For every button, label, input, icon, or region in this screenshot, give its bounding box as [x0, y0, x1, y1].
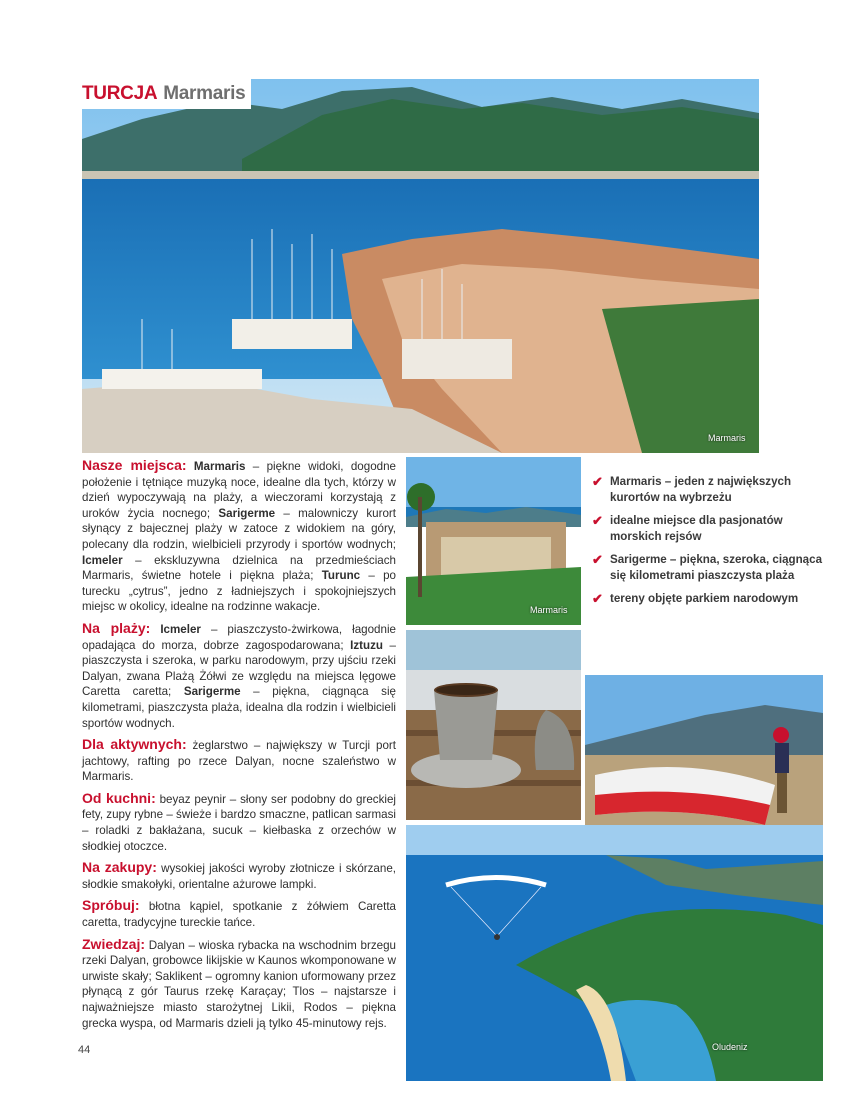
highlight-text: idealne miejsce dla pasjonatów morskich rejsów	[610, 514, 783, 543]
highlight-item	[592, 513, 832, 545]
highlights-list	[592, 474, 832, 614]
beach-iztuzu-text: – piaszczysta i szeroka, w parku narodowym, przy ujściu rzeki Dalyan, zwana Plażą Żółwi ze względu na miejsca lęgowe Caretta caretta;	[82, 638, 396, 699]
marmaris-harbour-photo	[82, 79, 759, 453]
page-title	[78, 79, 251, 109]
highlight-text: Marmaris – jeden z największych kurortów na wybrzeżu	[610, 475, 792, 504]
beach-sarigerme: Sarigerme	[183, 685, 241, 699]
section-beaches: Na plaży: Icmeler – piaszczysto-żwirkowa, łagodnie opadająca do morza, dobrze zagospodarowana; Iztuzu – piaszczysta i szeroka, w parku narodowym, przy ujściu rzeki Dalyan, zwana Plażą Żółwi ze względu na miejsca lęgowe Caretta caretta; Sarigerme – piękna, ciągnąca się kilometrami, piaszczysta plaża, idealna dla rodzin i wielbicieli sportów wodnych.	[82, 619, 396, 730]
page-number: 44	[78, 1044, 91, 1056]
section-try	[82, 898, 396, 930]
section-kitchen	[82, 791, 396, 854]
main-photo-caption: Marmaris	[708, 433, 746, 443]
checkmark-icon: ✔	[592, 552, 603, 567]
article-text	[82, 458, 396, 1037]
checkmark-icon: ✔	[592, 513, 603, 528]
place-icmeler-text: – ekskluzywna dzielnica na przedmieściach Marmaris, świetne hotele i piękna plaża;	[82, 553, 396, 583]
section-beaches-heading: Na plaży	[82, 619, 146, 636]
highlight-item	[592, 591, 832, 607]
section-places: Nasze miejsca: Marmaris – piękne widoki, dogodne położenie i tętniące muzyką noce, idealne dla tych, którzy w dzień wypoczywają na plaży, a wieczorami korzystają z uroków życia nocnego; Sarigerme – malowniczy kurort słynący z bajecznej plaży w zatoce z widokiem na góry, polecany dla rodzin, wielbicieli przyrody i sportów wodnych; Icmeler – ekskluzywna dzielnica na przedmieściach Marmaris, świetne hotele i piękna plaża; Turunc – po turecku „cytrus”, jedno z ładniejszych i spokojniejszych miejsc w okolicy, idealne na rodzinne wakacje.	[82, 457, 396, 614]
section-visit-heading: Zwiedzaj:	[82, 935, 146, 952]
section-kitchen-text: beyaz peynir – słony ser podobny do greckiej fety, zupy rybne – świeże i bardzo smaczne, patlican sarmasi – roladki z bakłażana, sucuk – kiełbaska z orzechów w słodkiej otoczce.	[82, 792, 396, 853]
section-visit	[82, 937, 396, 1032]
castle-photo-caption: Marmaris	[530, 605, 568, 615]
checkmark-icon: ✔	[592, 474, 603, 489]
place-icmeler: Icmeler	[82, 553, 123, 567]
place-marmaris: Marmaris	[193, 460, 246, 473]
section-shopping-heading: Na zakupy:	[82, 859, 157, 876]
beach-icmeler: Icmeler	[160, 622, 201, 636]
place-turunc: Turunc	[321, 569, 361, 583]
place-marmaris-text: – piękne widoki, dogodne położenie i tętniące muzyką noce, idealne dla tych, którzy w dzień wypoczywają na plaży, a wieczorami korzystają z uroków życia nocnego;	[82, 460, 396, 520]
beach-iztuzu: Iztuzu	[350, 638, 383, 652]
section-try-heading: Spróbuj:	[82, 897, 140, 914]
babadag-paraglider-photo	[585, 675, 823, 850]
lagoon-photo-caption: Oludeniz	[712, 1042, 748, 1052]
place-sarigerme-text: – malowniczy kurort słynący z bajecznej plaży w zatoce z widokiem na góry, polecany dla rodzin, wielbicieli przyrody i sportów wodnych;	[82, 506, 396, 551]
place-turunc-text: – po turecku „cytrus”, jedno z ładniejszych i spokojniejszych miejsc w okolicy, idealne na rodzinne wakacje.	[82, 569, 396, 614]
title-city: Marmaris	[163, 83, 246, 104]
section-shopping-text: wysokiej jakości wyroby złotnicze i skórzane, słodkie smakołyki, orientalne ażurowe lampki.	[82, 862, 396, 891]
section-active-heading: Dla aktywnych:	[82, 736, 187, 753]
highlight-text: Sarigerme – piękna, szeroka, ciągnąca się kilometrami piaszczysta plaża	[610, 553, 823, 582]
title-country: TURCJA	[82, 83, 158, 104]
section-active-text: żeglarstwo – największy w Turcji port jachtowy, rafting po rzece Dalyan, nocne szaleństwo w Marmaris.	[82, 739, 396, 784]
highlight-text: tereny objęte parkiem narodowym	[610, 592, 799, 605]
section-active	[82, 737, 396, 785]
turkish-coffee-photo	[406, 630, 581, 820]
section-places-heading: Nasze miejsca	[82, 457, 182, 473]
section-visit-text: Dalyan – wioska rybacka na wschodnim brzegu rzeki Dalyan, grobowce likijskie w Kaunos wkomponowane w urwiste skały; Saklikent – ogromny kanion uformowany przez płynącą z gór Taurus rzekę Karaçay; Tlos – najstarsze i najważniejsze miasto starożytnej Likii, Rodos – piękna grecka wyspa, od Marmaris dzieli ją tylko 45-minutowy rejs.	[82, 938, 396, 1030]
oludeniz-lagoon-photo	[406, 825, 823, 1081]
place-sarigerme: Sarigerme	[218, 506, 276, 520]
highlight-item	[592, 474, 832, 506]
highlight-item	[592, 552, 832, 584]
checkmark-icon: ✔	[592, 591, 603, 606]
castle-photo	[406, 457, 581, 625]
section-shopping	[82, 860, 396, 892]
section-kitchen-heading: Od kuchni:	[82, 789, 156, 806]
section-try-text: błotna kąpiel, spotkanie z żółwiem Caretta caretta, tradycyjne tureckie tańce.	[82, 900, 396, 930]
beach-sarigerme-text: – piękna, ciągnąca się kilometrami, piaszczysta plaża, idealna dla rodzin i wielbicieli sportów wodnych.	[82, 685, 396, 730]
beach-icmeler-text: – piaszczysto-żwirkowa, łagodnie opadająca do morza, dobrze zagospodarowana;	[82, 622, 396, 652]
